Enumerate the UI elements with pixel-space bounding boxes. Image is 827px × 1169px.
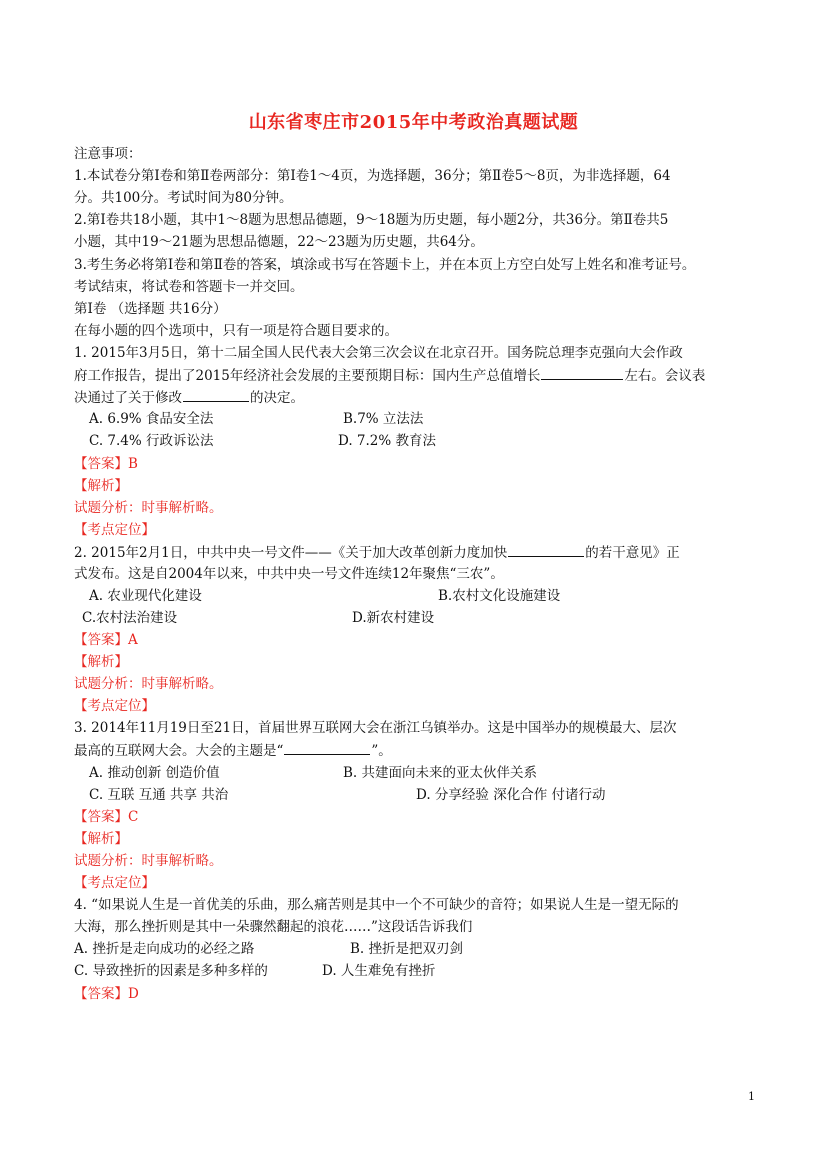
q4-option-a: A. 挫折是走向成功的必经之路: [74, 941, 255, 957]
notice-line-2b: 小题，其中19～21题为思想品德题，22～23题为历史题，共64分。: [74, 234, 484, 250]
q3-blank: [284, 741, 370, 755]
notice-line-3a: 3.考生务必将第Ⅰ卷和第Ⅱ卷的答案，填涂或书写在答题卡上，并在本页上方空白处写上姓名和准考证号。: [74, 257, 696, 273]
q3-line-1: 3. 2014年11月19日至21日，首届世界互联网大会在浙江乌镇举办。这是中国举办的规模最大、层次: [74, 720, 677, 736]
q2-analysis: 试题分析：时事解析略。: [74, 676, 223, 692]
q1-option-a: A. 6.9% 食品安全法: [89, 411, 214, 427]
q4-line-1: 4. “如果说人生是一首优美的乐曲，那么痛苦则是其中一个不可缺少的音符；如果说人生是一望无际的: [74, 897, 679, 913]
q1-blank-2: [183, 388, 249, 402]
q2-line-1a: 2. 2015年2月1日，中共中央一号文件——《关于加大改革创新力度加快: [74, 545, 508, 561]
q3-line-2a: 最高的互联网大会。大会的主题是“: [74, 743, 284, 759]
q2-line-2: 式发布。这是自2004年以来，中共中央一号文件连续12年聚焦“三农”。: [74, 566, 504, 582]
q1-answer: 【答案】B: [74, 456, 138, 472]
q1-analysis: 试题分析：时事解析略。: [74, 500, 223, 516]
q2-analysis-label: 【解析】: [74, 654, 128, 670]
q1-location: 【考点定位】: [74, 522, 155, 538]
section-instruction: 在每小题的四个选项中，只有一项是符合题目要求的。: [74, 323, 398, 339]
q1-line-3b: 的决定。: [250, 390, 304, 406]
q3-answer: 【答案】C: [74, 809, 139, 825]
q1-line-3a: 决通过了关于修改: [74, 390, 182, 406]
q3-location: 【考点定位】: [74, 875, 155, 891]
q1-blank-1: [541, 366, 623, 380]
q1-option-d: D. 7.2% 教育法: [338, 433, 437, 449]
q1-analysis-label: 【解析】: [74, 478, 128, 494]
q2-option-a: A. 农业现代化建设: [89, 588, 202, 604]
q4-answer: 【答案】D: [74, 986, 139, 1002]
q4-option-d: D. 人生难免有挫折: [322, 963, 436, 979]
q2-option-c: C.农村法治建设: [82, 610, 178, 626]
q3-option-a: A. 推动创新 创造价值: [89, 765, 220, 781]
q1-line-2a: 府工作报告，提出了2015年经济社会发展的主要预期目标：国内生产总值增长: [74, 368, 541, 384]
q4-line-2: 大海，那么挫折则是其中一朵骤然翻起的浪花……”这段话告诉我们: [74, 919, 473, 935]
document-title: 山东省枣庄市2015年中考政治真题试题: [248, 112, 579, 133]
q2-line-1: [74, 543, 680, 562]
notice-line-1b: 分。共100分。考试时间为80分钟。: [74, 190, 293, 206]
q3-option-c: C. 互联 互通 共享 共治: [89, 787, 229, 803]
q3-line-2b: ”。: [371, 743, 392, 759]
q2-option-b: B.农村文化设施建设: [438, 588, 561, 604]
q3-analysis: 试题分析：时事解析略。: [74, 853, 223, 869]
q2-option-d: D.新农村建设: [352, 610, 435, 626]
notice-line-2a: 2.第Ⅰ卷共18小题，其中1～8题为思想品德题，9～18题为历史题，每小题2分，共36分。第Ⅱ卷共5: [74, 212, 669, 228]
page-number: 1: [748, 1090, 755, 1103]
notice-heading: 注意事项：: [74, 146, 142, 162]
q1-line-2b: 左右。会议表: [624, 368, 706, 384]
q2-line-1b: 的若干意见》正: [585, 545, 680, 561]
q1-option-b: B.7% 立法法: [343, 411, 424, 427]
q3-option-d: D. 分享经验 深化合作 付诸行动: [416, 787, 606, 803]
q1-line-2: [74, 366, 705, 385]
section-header: 第Ⅰ卷 （选择题 共16分）: [74, 301, 227, 317]
q2-blank: [508, 543, 584, 557]
q2-location: 【考点定位】: [74, 698, 155, 714]
q1-line-3: [74, 388, 304, 407]
q4-option-c: C. 导致挫折的因素是多种多样的: [74, 963, 268, 979]
q1-option-c: C. 7.4% 行政诉讼法: [89, 433, 214, 449]
q3-analysis-label: 【解析】: [74, 831, 128, 847]
q4-option-b: B. 挫折是把双刃剑: [350, 941, 464, 957]
q1-line-1: 1. 2015年3月5日，第十二届全国人民代表大会第三次会议在北京召开。国务院总理李克强向大会作政: [74, 345, 683, 361]
q2-answer: 【答案】A: [74, 632, 138, 648]
notice-line-1a: 1.本试卷分第Ⅰ卷和第Ⅱ卷两部分：第Ⅰ卷1～4页，为选择题，36分；第Ⅱ卷5～8页，为非选择题，64: [74, 168, 671, 184]
q3-line-2: [74, 741, 392, 760]
q3-option-b: B. 共建面向未来的亚太伙伴关系: [343, 765, 538, 781]
notice-line-3b: 考试结束，将试卷和答题卡一并交回。: [74, 279, 304, 295]
